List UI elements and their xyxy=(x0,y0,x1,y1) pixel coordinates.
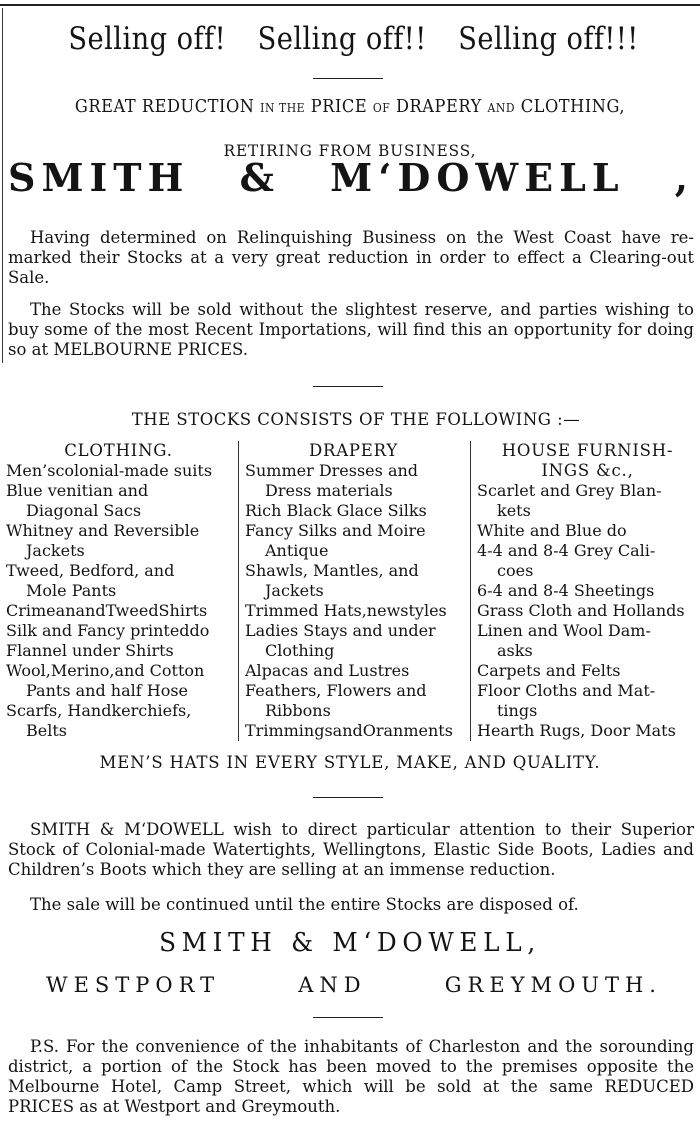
headline-phrase-2: Selling off!! xyxy=(257,21,427,57)
list-item: Carpets and Felts xyxy=(477,661,621,680)
firm-word: , xyxy=(674,154,694,200)
list-item: Fancy Silks and Moire xyxy=(245,521,426,540)
firm-name-medium: SMITH & M‘DOWELL, xyxy=(159,928,541,958)
list-item: Blue venitian and xyxy=(6,481,149,500)
location-and: AND xyxy=(298,973,367,997)
subhead-text: PRICE xyxy=(310,96,368,117)
postscript-text: P.S. For the convenience of the inhabitants of Charleston and the sorounding district, a portion of the Stock has been moved to the premises opposite the Melbourne Hotel, Camp Street, which will be sold at the same REDUCED PRICES as at Westport and Greymouth. xyxy=(8,1037,694,1116)
list-item: Mole Pants xyxy=(26,581,117,600)
hats-line: MEN’S HATS IN EVERY STYLE, MAKE, AND QUALITY. xyxy=(99,753,601,772)
list-item: 6-4 and 8-4 Sheetings xyxy=(477,581,655,600)
list-item: coes xyxy=(497,561,534,580)
list-item: Dress materials xyxy=(265,481,393,500)
house-heading-line-2: INGS &c., xyxy=(541,461,634,480)
list-item: TrimmingsandOranments xyxy=(245,721,453,740)
list-item: Flannel under Shirts xyxy=(6,641,174,660)
list-item: Linen and Wool Dam- xyxy=(477,621,651,640)
list-item: Tweed, Bedford, and xyxy=(6,561,175,580)
location-greymouth: GREYMOUTH. xyxy=(444,973,662,997)
list-item: Floor Cloths and Mat- xyxy=(477,681,656,700)
reserve-text: The Stocks will be sold without the slightest reserve, and parties wishing to buy some of the most Recent Importations, will find this an opportunity for doing so at MELBOURNE PRICES. xyxy=(8,300,694,359)
list-item: Hearth Rugs, Door Mats xyxy=(477,721,676,740)
retiring-line: RETIRING FROM BUSINESS, xyxy=(223,141,477,160)
subheadline xyxy=(35,96,665,117)
boots-text: SMITH & M‘DOWELL wish to direct particular attention to their Superior Stock of Colonial-made Watertights, Wellingtons, Elastic Side Boots, Ladies and Children’s Boots which they are selling at an immense reduction. xyxy=(8,820,694,879)
list-item: Ribbons xyxy=(265,701,331,720)
subhead-text: AND xyxy=(487,101,516,115)
list-item: Rich Black Glace Silks xyxy=(245,501,427,520)
list-item: 4-4 and 8-4 Grey Cali- xyxy=(477,541,656,560)
stocks-heading: THE STOCKS CONSISTS OF THE FOLLOWING :— xyxy=(131,410,581,429)
house-heading-line-1: HOUSE FURNISH- xyxy=(501,441,674,460)
list-item: Diagonal Sacs xyxy=(26,501,142,520)
subhead-text: GREAT REDUCTION xyxy=(74,96,255,117)
list-item: White and Blue do xyxy=(477,521,627,540)
firm-word: M‘DOWELL xyxy=(330,154,625,200)
list-item: Trimmed Hats,newstyles xyxy=(245,601,447,620)
firm-name-large xyxy=(0,152,700,202)
list-item: Grass Cloth and Hollands xyxy=(477,601,685,620)
list-item: Wool,Merino,and Cotton xyxy=(6,661,205,680)
list-item: Alpacas and Lustres xyxy=(245,661,410,680)
boots-paragraph xyxy=(0,820,700,880)
house-furnishings-column xyxy=(470,441,698,741)
list-item: Pants and half Hose xyxy=(26,681,189,700)
clothing-heading: CLOTHING. xyxy=(64,441,173,460)
list-item: Men’scolonial-made suits xyxy=(6,461,213,480)
list-item: Scarlet and Grey Blan- xyxy=(477,481,662,500)
locations-line xyxy=(0,968,700,1002)
list-item: Feathers, Flowers and xyxy=(245,681,427,700)
list-item: Belts xyxy=(26,721,67,740)
list-item: Silk and Fancy printeddo xyxy=(6,621,210,640)
list-item: Whitney and Reversible xyxy=(6,521,200,540)
intro-text: Having determined on Relinquishing Business on the West Coast have re-marked their Stocks at a very great reduction in order to effect a Clearing-out Sale. xyxy=(8,228,694,287)
headline-phrase-1: Selling off! xyxy=(68,21,226,57)
divider-rule xyxy=(313,386,383,387)
list-item: Clothing xyxy=(265,641,335,660)
list-item: Ladies Stays and under xyxy=(245,621,436,640)
sale-continued-line xyxy=(0,895,700,915)
subhead-text: DRAPERY xyxy=(396,96,482,117)
subhead-text: OF xyxy=(372,101,391,115)
clothing-column xyxy=(6,441,231,741)
list-item: CrimeanandTweedShirts xyxy=(6,601,208,620)
list-item: tings xyxy=(497,701,538,720)
list-item: Antique xyxy=(265,541,329,560)
sale-continued-text: The sale will be continued until the entire Stocks are disposed of. xyxy=(30,895,579,914)
list-item: kets xyxy=(497,501,531,520)
reserve-paragraph xyxy=(0,300,700,360)
list-item: Shawls, Mantles, and xyxy=(245,561,419,580)
top-border-rule xyxy=(0,4,700,6)
list-item: Summer Dresses and xyxy=(245,461,419,480)
list-item: Jackets xyxy=(26,541,85,560)
divider-rule xyxy=(313,797,383,798)
subhead-text: CLOTHING, xyxy=(520,96,626,117)
list-item: Jackets xyxy=(265,581,324,600)
list-item: asks xyxy=(497,641,533,660)
subhead-text: IN THE xyxy=(260,101,306,115)
list-item: Scarfs, Handkerchiefs, xyxy=(6,701,192,720)
postscript-paragraph xyxy=(0,1037,700,1117)
firm-word: SMITH xyxy=(8,154,190,200)
intro-paragraph xyxy=(0,228,700,288)
headline xyxy=(42,14,658,64)
firm-word: & xyxy=(239,154,280,200)
headline-phrase-3: Selling off!!! xyxy=(458,21,639,57)
drapery-column xyxy=(238,441,462,741)
divider-rule xyxy=(313,1017,383,1018)
drapery-heading: DRAPERY xyxy=(308,441,399,460)
divider-rule xyxy=(313,78,383,79)
location-westport: WESTPORT xyxy=(46,973,221,997)
